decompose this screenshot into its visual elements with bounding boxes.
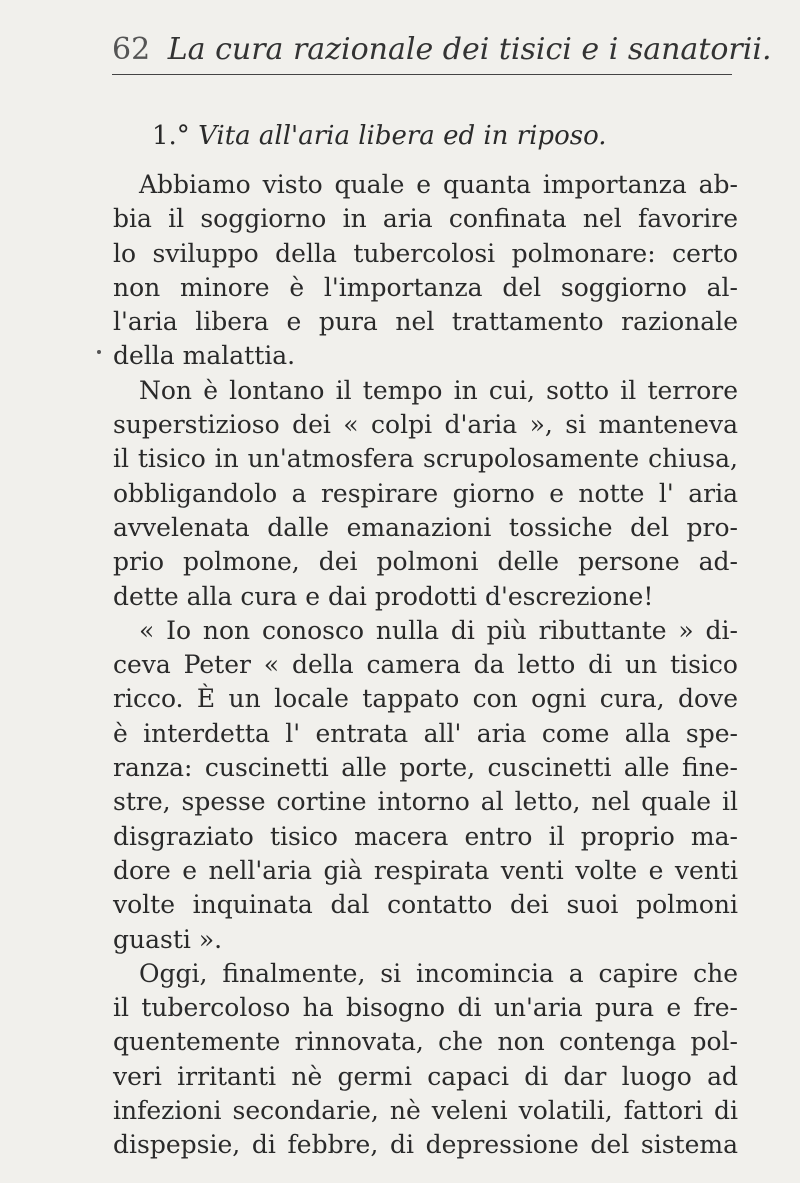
text-line: dispepsie, di febbre, di depressione del sistema (113, 1130, 738, 1160)
body-text (113, 168, 738, 1163)
text-line: lo sviluppo della tubercolosi polmonare: certo (113, 238, 738, 268)
text-line: ceva Peter « della camera da letto di un tisico (113, 650, 738, 680)
section-number: 1.° (152, 121, 190, 151)
ink-speck (97, 350, 101, 354)
text-line: prio polmone, dei polmoni delle persone ad- (113, 547, 738, 577)
text-line: il tubercoloso ha bisogno di un'aria pura e fre- (113, 993, 738, 1023)
text-line: Non è lontano il tempo in cui, sotto il terrore (139, 375, 738, 405)
text-line: « Io non conosco nulla di più ributtante » di- (139, 615, 738, 645)
text-line: della malattia. (113, 341, 296, 371)
page-header (112, 30, 772, 70)
text-line: obbligandolo a respirare giorno e notte l' aria (113, 478, 738, 508)
text-line: stre, spesse cortine intorno al letto, nel quale il (113, 787, 738, 817)
text-line: quentemente rinnovata, che non contenga pol- (113, 1027, 738, 1057)
text-line: è interdetta l' entrata all' aria come alla spe- (113, 718, 738, 748)
text-line: dore e nell'aria già respirata venti volte e venti (113, 855, 738, 885)
text-line: infezioni secondarie, nè veleni volatili, fattori di (113, 1096, 738, 1126)
text-line: superstizioso dei « colpi d'aria », si manteneva (113, 410, 738, 440)
text-line: il tisico in un'atmosfera scrupolosamente chiusa, (113, 444, 738, 474)
text-line: ranza: cuscinetti alle porte, cuscinetti alle fine- (113, 753, 738, 783)
text-line: avvelenata dalle emanazioni tossiche del pro- (113, 512, 738, 542)
text-line: ricco. È un locale tappato con ogni cura, dove (113, 684, 738, 714)
header-rule (112, 74, 732, 75)
text-line: disgraziato tisico macera entro il proprio ma- (113, 821, 738, 851)
text-line: Oggi, finalmente, si incomincia a capire che (139, 958, 738, 988)
running-title: La cura razionale dei tisici e i sanatorii. (167, 32, 772, 67)
text-line: dette alla cura e dai prodotti d'escrezione! (113, 581, 654, 611)
page-number: 62 (112, 32, 151, 67)
section-title: Vita all'aria libera ed in riposo. (198, 121, 607, 151)
text-line: non minore è l'importanza del soggiorno al- (113, 272, 738, 302)
text-line: guasti ». (113, 924, 223, 954)
text-line: volte inquinata dal contatto dei suoi polmoni (113, 890, 738, 920)
section-heading (152, 119, 607, 153)
text-line: bia il soggiorno in aria confinata nel favorire (113, 204, 738, 234)
text-line: Abbiamo visto quale e quanta importanza ab- (139, 170, 738, 199)
text-line: veri irritanti nè germi capaci di dar luogo ad (113, 1061, 738, 1091)
text-line: l'aria libera e pura nel trattamento razionale (113, 307, 738, 337)
